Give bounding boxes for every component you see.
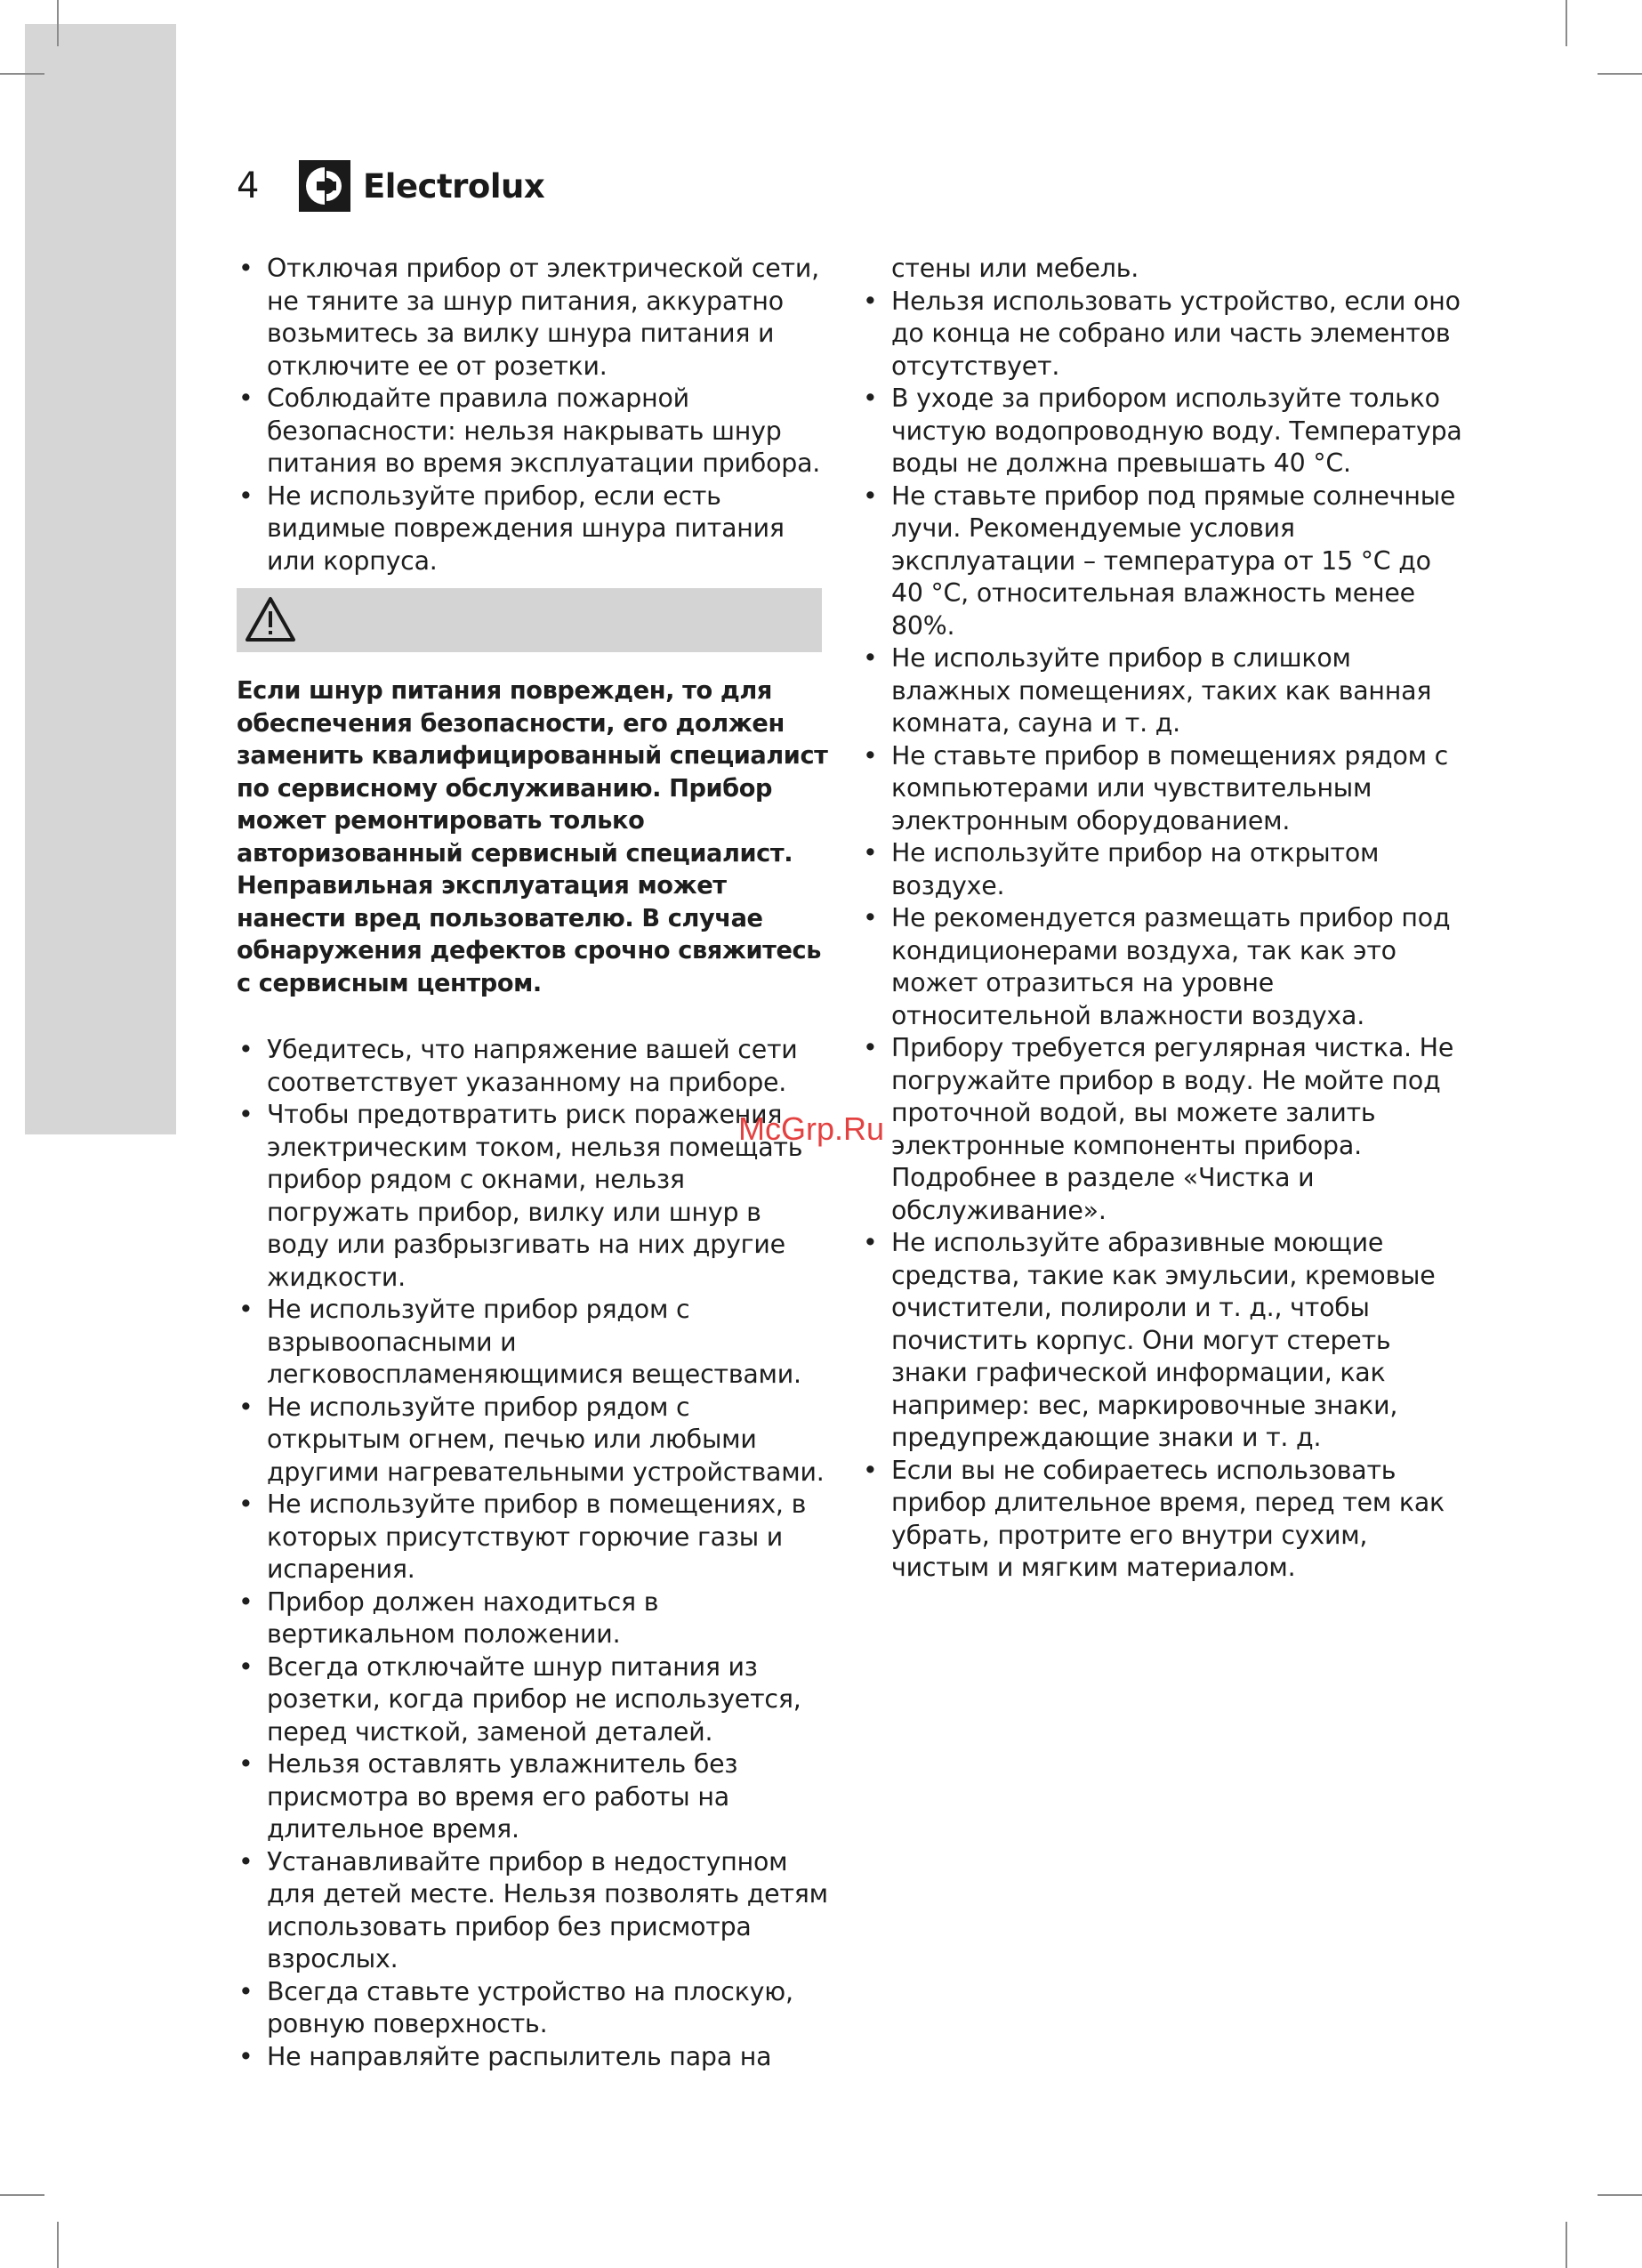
crop-mark [1598,2194,1642,2196]
list-item: • Не используйте прибор рядом с открытым огнем, печью или любыми другими нагревательными устройствами. [237,1392,831,1489]
crop-mark [57,2222,59,2268]
warning-banner [237,588,831,652]
list-item: • Не используйте прибор на открытом воздухе. [861,837,1464,902]
list-item: • Не используйте абразивные моющие средства, такие как эмульсии, кремовые очистители, полироли и т. д., чтобы почистить корпус. Они могут стереть знаки графической информации, как например: вес, маркировочные знаки, предупреждающие знаки и т. д. [861,1227,1464,1455]
continued-text: стены или мебель. [891,254,1139,283]
crop-mark [57,0,59,46]
list-item: • Не используйте прибор в слишком влажных помещениях, таких как ванная комната, сауна и т. д. [861,642,1464,740]
list-item: • Не используйте прибор в помещениях, в которых присутствуют горючие газы и испарения. [237,1489,831,1586]
list-item: • Прибору требуется регулярная чистка. Не погружайте прибор в воду. Не мойте под проточной водой, вы можете залить электронные компоненты прибора. Подробнее в разделе «Чистка и обслуживание». [861,1032,1464,1227]
brand-logo [299,160,544,212]
page-number: 4 [237,165,260,206]
list-item: • Всегда отключайте шнур питания из розетки, когда прибор не используется, перед чисткой, заменой деталей. [237,1651,831,1749]
bullet-list-top [237,253,831,577]
list-item: • Соблюдайте правила пожарной безопасности: нельзя накрывать шнур питания во время эксплуатации прибора. [237,383,831,480]
crop-mark [1598,73,1642,75]
list-item: • Устанавливайте прибор в недоступном для детей месте. Нельзя позволять детям использовать прибор без присмотра взрослых. [237,1846,831,1976]
list-item: • Прибор должен находиться в вертикальном положении. [237,1586,831,1651]
list-item: • Отключая прибор от электрической сети, не тяните за шнур питания, аккуратно возьмитесь за вилку шнура питания и отключите ее от розетки. [237,253,831,383]
list-item: • В уходе за прибором используйте только чистую водопроводную воду. Температура воды не должна превышать 40 °C. [861,383,1464,480]
list-item: • Если вы не собираетесь использовать прибор длительное время, перед тем как убрать, протрите его внутри сухим, чистым и мягким материалом. [861,1455,1464,1585]
list-item: • Нельзя использовать устройство, если оно до конца не собрано или часть элементов отсутствует. [861,286,1464,383]
crop-mark [1566,0,1567,46]
list-item: • Не рекомендуется размещать прибор под кондиционерами воздуха, так как это может отразиться на уровне относительной влажности воздуха. [861,902,1464,1032]
crop-mark [0,2194,44,2196]
list-item: • Чтобы предотвратить риск поражения электрическим током, нельзя помещать прибор рядом с окнами, нельзя погружать прибор, вилку или шнур в воду или разбрызгивать на них другие жидкости. [237,1099,831,1294]
list-item: • Не направляйте распылитель пара на [237,2041,831,2074]
list-item: • Всегда ставьте устройство на плоскую, ровную поверхность. [237,1976,831,2041]
bullet-list-bottom [237,1034,831,2073]
warning-triangle-icon [244,595,297,645]
warning-text: Если шнур питания поврежден, то для обеспечения безопасности, его должен заменить квалифицированный специалист по сервисному обслуживанию. Прибор может ремонтировать только авторизованный сервисный специалист. Неправильная эксплуатация может нанести вред пользователю. В случае обнаружения дефектов срочно свяжитесь с сервисным центром. [237,677,828,997]
list-item: • Не ставьте прибор в помещениях рядом с компьютерами или чувствительным электронным оборудованием. [861,740,1464,838]
left-column [237,253,831,2073]
list-item: • Не ставьте прибор под прямые солнечные лучи. Рекомендуемые условия эксплуатации – температура от 15 °C до 40 °C, относительная влажность менее 80%. [861,480,1464,643]
list-item: • Не используйте прибор, если есть видимые повреждения шнура питания или корпуса. [237,480,831,578]
list-item: • Не используйте прибор рядом с взрывоопасными и легковоспламеняющимися веществами. [237,1294,831,1392]
warning-bar [237,588,822,652]
side-tab [25,24,176,1134]
list-item: • Убедитесь, что напряжение вашей сети соответствует указанному на приборе. [237,1034,831,1099]
bullet-list-right [861,286,1464,1585]
electrolux-logo-icon [299,160,350,212]
crop-mark [1566,2222,1567,2268]
watermark: McGrp.Ru [738,1110,885,1147]
brand-name: Electrolux [363,166,545,206]
list-item: • Нельзя оставлять увлажнитель без присмотра во время его работы на длительное время. [237,1748,831,1846]
crop-mark [0,73,44,75]
right-column [861,253,1464,1585]
